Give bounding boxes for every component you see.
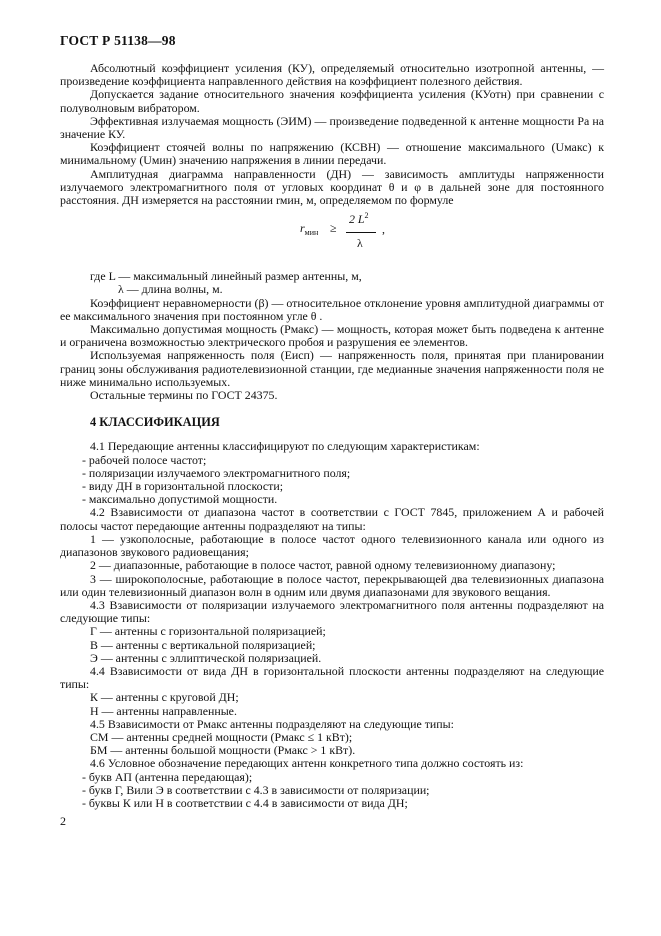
definition-paragraph: Максимально допустимая мощность (Pмакс) — мощность, которая может быть подведена к антенне и ограничена возможностью электрического пробоя и разрушения ее элементов. [60, 322, 604, 350]
clause-paragraph: 4.1 Передающие антенны классифицируют по следующим характеристикам: [90, 439, 480, 454]
list-item: - максимально допустимой мощности. [82, 492, 278, 507]
list-item: СМ — антенны средней мощности (Pмакс ≤ 1 кВт); [90, 729, 353, 744]
section-heading: 4 КЛАССИФИКАЦИЯ [90, 415, 220, 430]
formula-denominator: λ [357, 236, 363, 251]
clause-paragraph: 4.2 Взависимости от диапазона частот в соответствии с ГОСТ 7845, приложением А и рабочей полосы частот передающие антенны подразделяют на типы: [60, 505, 604, 533]
formula-operator: ≥ [330, 221, 337, 236]
definition-paragraph: Амплитудная диаграмма направленности (ДН) — зависимость амплитуды напряженности излучаемого электромагнитного поля от угловых координат θ и φ в дальней зоне для постоянного расстояния. ДН измеряется на расстоянии rмин, м, определяемом по формуле [60, 166, 604, 208]
definition-paragraph: Коэффициент стоячей волны по напряжению (КСВН) — отношение максимального (Uмакс) к минимальному (Uмин) значению напряжения в линии передачи. [60, 140, 604, 168]
formula-lhs: $r_{мин}$ [300, 221, 319, 238]
clause-paragraph: 4.6 Условное обозначение передающих антенн конкретного типа должно состоять из: [90, 756, 524, 771]
definition-paragraph: Используемая напряженность поля (Eисп) — напряженность поля, принятая при планировании границ зоны обслуживания радиотелевизионной станции, где медианные значения напряженности поля не ниже минимально используемых. [60, 348, 604, 389]
list-item: 1 — узкополосные, работающие в полосе частот одного телевизионного канала или одного из диапазонов звукового радиовещания; [60, 531, 604, 560]
list-item: - рабочей полосе частот; [82, 452, 207, 467]
page-header-title: ГОСТ Р 51138—98 [60, 33, 176, 48]
clause-paragraph: 4.3 Взависимости от поляризации излучаемого электромагнитного поля антенны подразделяют на следующие типы: [60, 597, 604, 626]
definition-paragraph: Абсолютный коэффициент усиления (КУ), определяемый относительно изотропной антенны, — произведение коэффициента направленного действия на коэффициент полезного действия. [60, 61, 604, 89]
list-item: - поляризации излучаемого электромагнитного поля; [82, 465, 351, 480]
definition-paragraph: Остальные термины по ГОСТ 24375. [90, 388, 278, 403]
list-item: В — антенны с вертикальной поляризацией; [90, 637, 316, 652]
clause-paragraph: 4.4 Взависимости от вида ДН в горизонтальной плоскости антенны подразделяют на следующие типы: [60, 663, 604, 692]
list-item: К — антенны с круговой ДН; [90, 690, 239, 705]
formula-comma: , [382, 222, 385, 237]
list-item: Э — антенны с эллиптической поляризацией. [90, 650, 322, 665]
formula-fraction-bar [346, 232, 376, 233]
list-item: БМ — антенны большой мощности (Pмакс > 1 кВт). [90, 743, 356, 758]
page-body [60, 62, 604, 810]
list-item: 3 — широкополосные, работающие в полосе частот, перекрывающей два телевизионных диапазона или один телевизионный диапазон волн в одним или двумя диапазонами для звукового вещания. [60, 571, 604, 599]
list-item: Н — антенны направленные. [90, 703, 237, 718]
definition-paragraph: Эффективная излучаемая мощность (ЭИМ) — произведение подведенной к антенне мощности Pа на значение КУ. [60, 113, 604, 142]
page-number: 2 [60, 814, 66, 828]
where-line: где L — максимальный линейный размер антенны, м, [90, 269, 362, 284]
definition-paragraph: Коэффициент неравномерности (β) — относительное отклонение уровня амплитудной диаграммы от ее максимального значения при постоянном угле θ . [60, 295, 604, 323]
list-item: - виду ДН в горизонтальной плоскости; [82, 479, 284, 494]
list-item: 2 — диапазонные, работающие в полосе частот, равной одному телевизионному диапазону; [90, 558, 556, 573]
formula-lhs-subscript: мин [304, 228, 319, 238]
where-line: λ — длина волны, м. [118, 282, 223, 297]
list-item: - букв Г, Вили Э в соответствии с 4.3 в зависимости от поляризации; [82, 782, 430, 797]
list-item: - буквы К или Н в соответствии с 4.4 в зависимости от вида ДН; [82, 795, 408, 810]
distance-formula [60, 210, 604, 266]
clause-paragraph: 4.5 Взависимости от Pмакс антенны подразделяют на следующие типы: [90, 716, 454, 731]
formula-numerator: 2 $L^2$ [349, 211, 369, 227]
list-item: Г — антенны с горизонтальной поляризацией; [90, 624, 326, 639]
list-item: - букв АП (антенна передающая); [82, 769, 253, 784]
definition-paragraph: Допускается задание относительного значения коэффициента усиления (КУотн) при сравнении с полуволновым вибратором. [60, 87, 604, 115]
